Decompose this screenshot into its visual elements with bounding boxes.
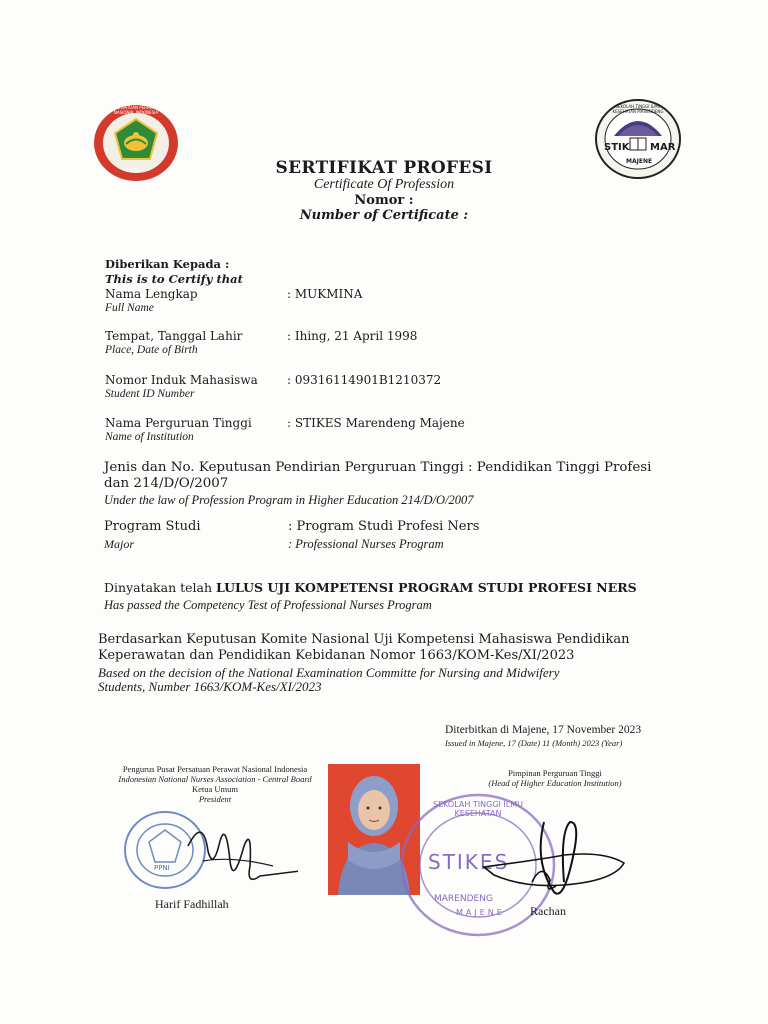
- left-signature: [178, 816, 298, 886]
- left-signer-org: Pengurus Pusat Persatuan Perawat Nasional Indonesia: [122, 764, 308, 774]
- stikes-stamp-city: MAJENE: [456, 908, 505, 917]
- basis-line-en-1: Based on the decision of the National Examination Committe for Nursing and Midwifery: [98, 665, 560, 680]
- basis-line-1: Berdasarkan Keputusan Komite Nasional Uji Kompetensi Mahasiswa Pendidikan: [98, 632, 630, 647]
- given-to-label: Diberikan Kepada :: [105, 257, 230, 271]
- full-name-label: Nama Lengkap: [105, 287, 198, 301]
- right-signer-org: Pimpinan Perguruan Tinggi: [508, 768, 602, 778]
- program-value: : Program Studi Profesi Ners: [288, 519, 480, 534]
- left-signer-role-en: President: [198, 794, 232, 804]
- result-line: [104, 580, 637, 595]
- ppni-logo-ring-text: PERSATUAN PERAWAT NASIONAL INDONESIA: [113, 105, 159, 115]
- program-value-en: : Professional Nurses Program: [288, 537, 444, 551]
- result-line-en: Has passed the Competency Test of Professional Nurses Program: [104, 598, 432, 612]
- stikes-logo-left-text: STIK: [604, 142, 630, 153]
- right-signer-name: Rachan: [530, 904, 566, 918]
- stikes-stamp-bottom: MARENDENG: [434, 894, 493, 904]
- stikes-logo-ring-text: SEKOLAH TINGGI ILMU KESEHATAN MARENDENG: [612, 104, 664, 114]
- stikes-logo-right-text: MAR: [650, 142, 676, 153]
- result-bold: LULUS UJI KOMPETENSI PROGRAM STUDI PROFESI NERS: [216, 580, 637, 595]
- birth-value: : Ihing, 21 April 1998: [287, 329, 418, 343]
- program-label-en: Major: [104, 537, 134, 551]
- decree-line-1: Jenis dan No. Keputusan Pendirian Perguruan Tinggi : Pendidikan Tinggi Profesi: [104, 460, 652, 475]
- institution-label: Nama Perguruan Tinggi: [105, 416, 252, 430]
- left-signer-org-en: Indonesian National Nurses Association - Central Board: [118, 774, 312, 784]
- stikes-stamp-top: SEKOLAH TINGGI ILMU KESEHATAN: [432, 800, 523, 818]
- basis-line-en-2: Students, Number 1663/KOM-Kes/XI/2023: [98, 679, 322, 694]
- stikes-logo-bottom-text: MAJENE: [626, 158, 653, 165]
- student-id-value: : 09316114901B1210372: [287, 373, 442, 387]
- birth-label-en: Place, Date of Birth: [105, 344, 198, 356]
- program-label: Program Studi: [104, 519, 201, 534]
- ppni-logo-abbrev: PPNI: [126, 167, 140, 174]
- full-name-value: : MUKMINA: [287, 287, 363, 301]
- certificate-number-label-en: Number of Certificate :: [299, 208, 469, 223]
- given-to-label-en: This is to Certify that: [105, 272, 243, 286]
- right-signer-org-en: (Head of Higher Education Institution): [488, 778, 622, 788]
- certificate-number-label: Nomor :: [354, 193, 414, 208]
- full-name-label-en: Full Name: [105, 302, 154, 314]
- institution-label-en: Name of Institution: [105, 431, 194, 443]
- result-prefix: Dinyatakan telah: [104, 580, 217, 595]
- student-id-label-en: Student ID Number: [105, 388, 195, 400]
- issued-text-en: Issued in Majene, 17 (Date) 11 (Month) 2023 (Year): [445, 738, 623, 748]
- stikes-stamp-mid: STIKES: [428, 850, 510, 874]
- certificate-title-en: Certificate Of Profession: [313, 177, 455, 192]
- ppni-stamp-abbrev: PPNI: [154, 864, 170, 872]
- certificate-title: SERTIFIKAT PROFESI: [275, 158, 493, 178]
- birth-label: Tempat, Tanggal Lahir: [105, 329, 243, 343]
- student-id-label: Nomor Induk Mahasiswa: [105, 373, 258, 387]
- issued-text: Diterbitkan di Majene, 17 November 2023: [445, 724, 642, 736]
- institution-value: : STIKES Marendeng Majene: [287, 416, 465, 430]
- left-signer-name: Harif Fadhillah: [155, 897, 229, 911]
- left-signer-role: Ketua Umum: [191, 784, 239, 794]
- basis-line-2: Keperawatan dan Pendidikan Kebidanan Nomor 1663/KOM-Kes/XI/2023: [98, 648, 575, 663]
- decree-line-en: Under the law of Profession Program in Higher Education 214/D/O/2007: [104, 493, 474, 507]
- decree-line-2: dan 214/D/O/2007: [104, 476, 229, 491]
